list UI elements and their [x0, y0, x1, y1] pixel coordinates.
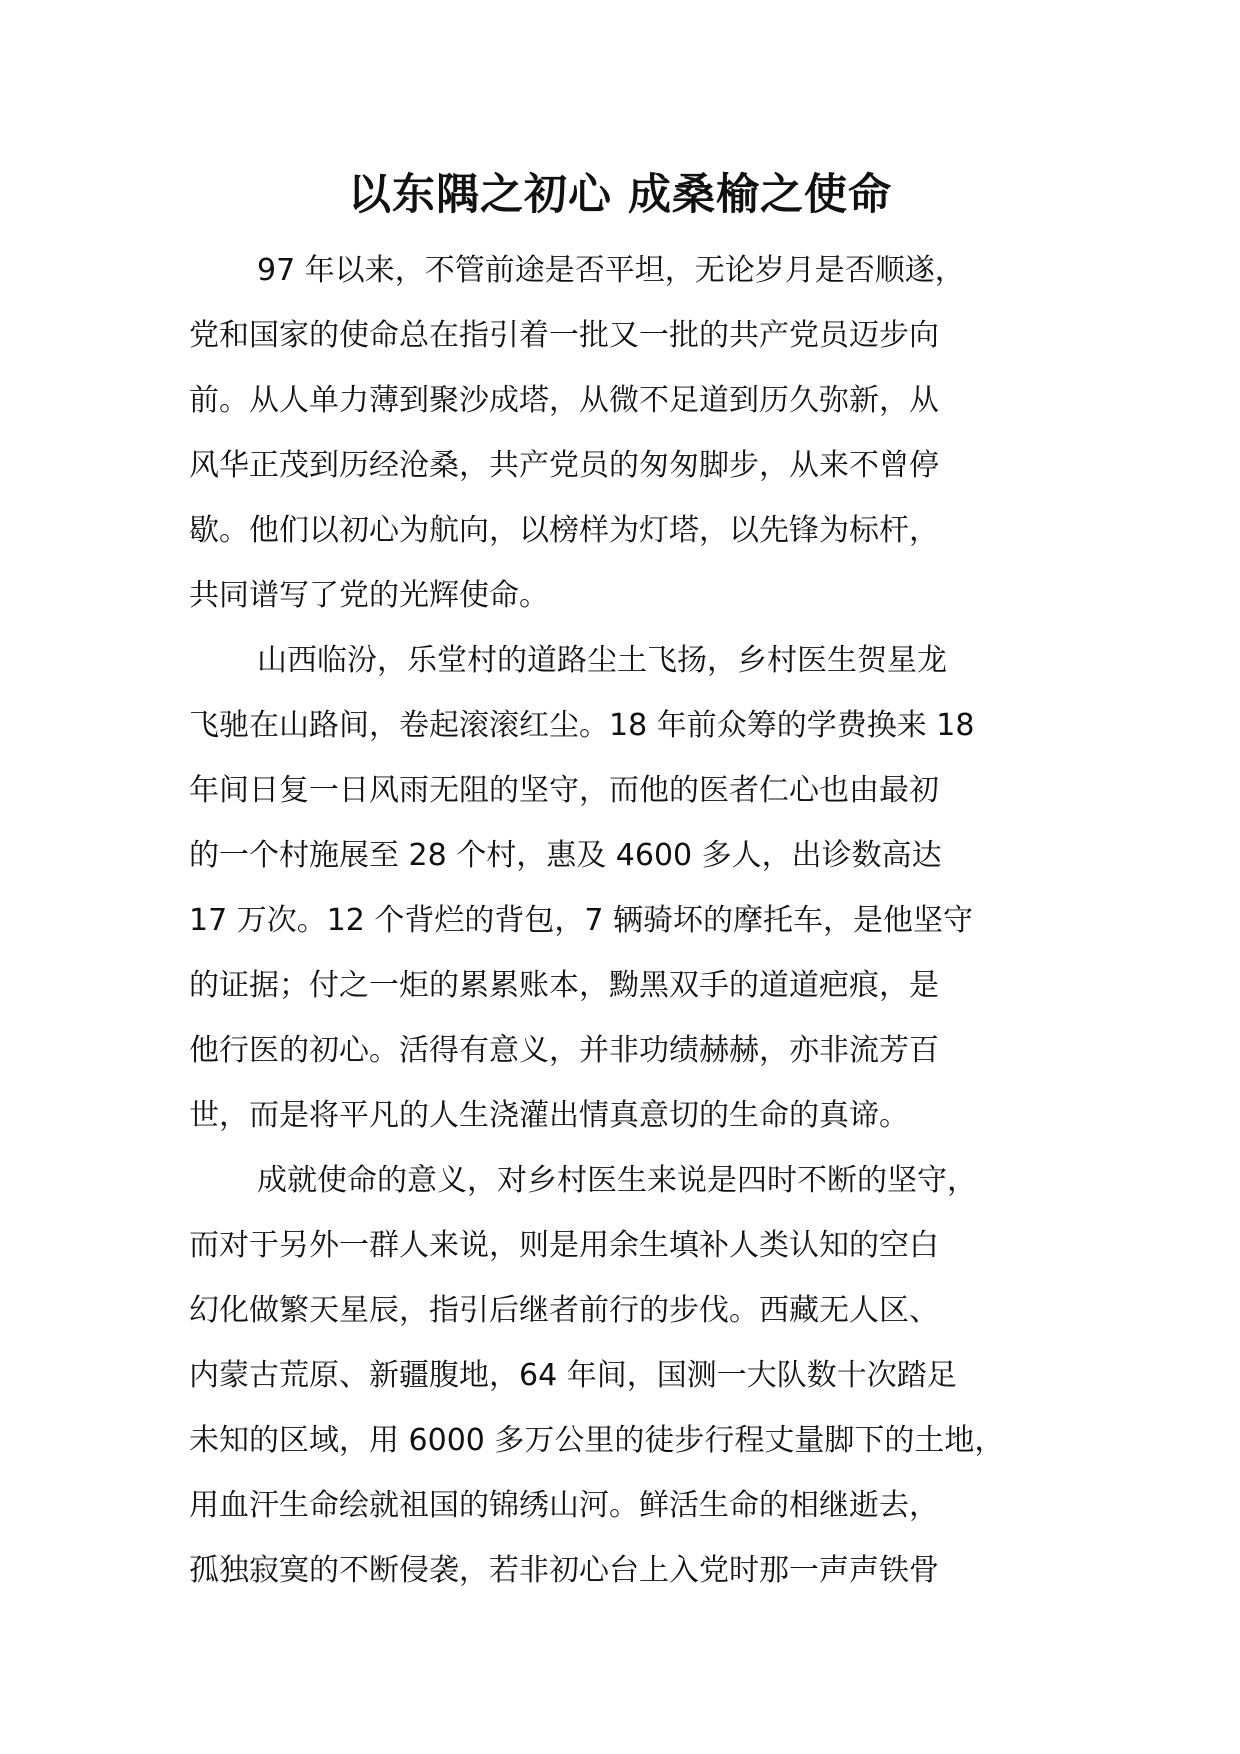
text-line: 他行医的初心。活得有意义，并非功绩赫赫，亦非流芳百 — [189, 1033, 939, 1068]
document-title: 以东隅之初心 成桑榆之使命 — [348, 170, 892, 220]
text-line: 飞驰在山路间，卷起滚滚红尘。18 年前众筹的学费换来 18 — [189, 708, 975, 743]
text-line: 的一个村施展至 28 个村，惠及 4600 多人，出诊数高达 — [189, 838, 942, 873]
paragraph-first-line: 成就使命的意义，对乡村医生来说是四时不断的坚守， — [257, 1163, 977, 1198]
text-line: 前。从人单力薄到聚沙成塔，从微不足道到历久弥新，从 — [189, 383, 939, 418]
text-line: 孤独寂寞的不断侵袭，若非初心台上入党时那一声声铁骨 — [189, 1553, 939, 1588]
paragraph-first-line: 97 年以来，不管前途是否平坦，无论岁月是否顺遂， — [257, 253, 965, 288]
text-line: 年间日复一日风雨无阻的坚守，而他的医者仁心也由最初 — [189, 773, 939, 808]
text-line: 风华正茂到历经沧桑，共产党员的匆匆脚步，从来不曾停 — [189, 448, 939, 483]
text-line: 而对于另外一群人来说，则是用余生填补人类认知的空白 — [189, 1228, 939, 1263]
text-line: 17 万次。12 个背烂的背包，7 辆骑坏的摩托车，是他坚守 — [189, 903, 974, 938]
paragraph-first-line: 山西临汾，乐堂村的道路尘土飞扬，乡村医生贺星龙 — [257, 643, 947, 678]
text-line: 用血汗生命绘就祖国的锦绣山河。鲜活生命的相继逝去， — [189, 1488, 939, 1523]
text-line: 未知的区域，用 6000 多万公里的徒步行程丈量脚下的土地， — [189, 1423, 1005, 1458]
text-line: 世，而是将平凡的人生浇灌出情真意切的生命的真谛。 — [189, 1098, 909, 1133]
text-line: 幻化做繁天星辰，指引后继者前行的步伐。西藏无人区、 — [189, 1293, 939, 1328]
text-line: 的证据；付之一炬的累累账本，黝黑双手的道道疤痕，是 — [189, 968, 939, 1003]
document-body — [189, 238, 1089, 1603]
text-line: 歇。他们以初心为航向，以榜样为灯塔，以先锋为标杆， — [189, 513, 939, 548]
text-line: 党和国家的使命总在指引着一批又一批的共产党员迈步向 — [189, 318, 939, 353]
text-line: 共同谱写了党的光辉使命。 — [189, 578, 549, 613]
text-line: 内蒙古荒原、新疆腹地，64 年间，国测一大队数十次踏足 — [189, 1358, 957, 1393]
